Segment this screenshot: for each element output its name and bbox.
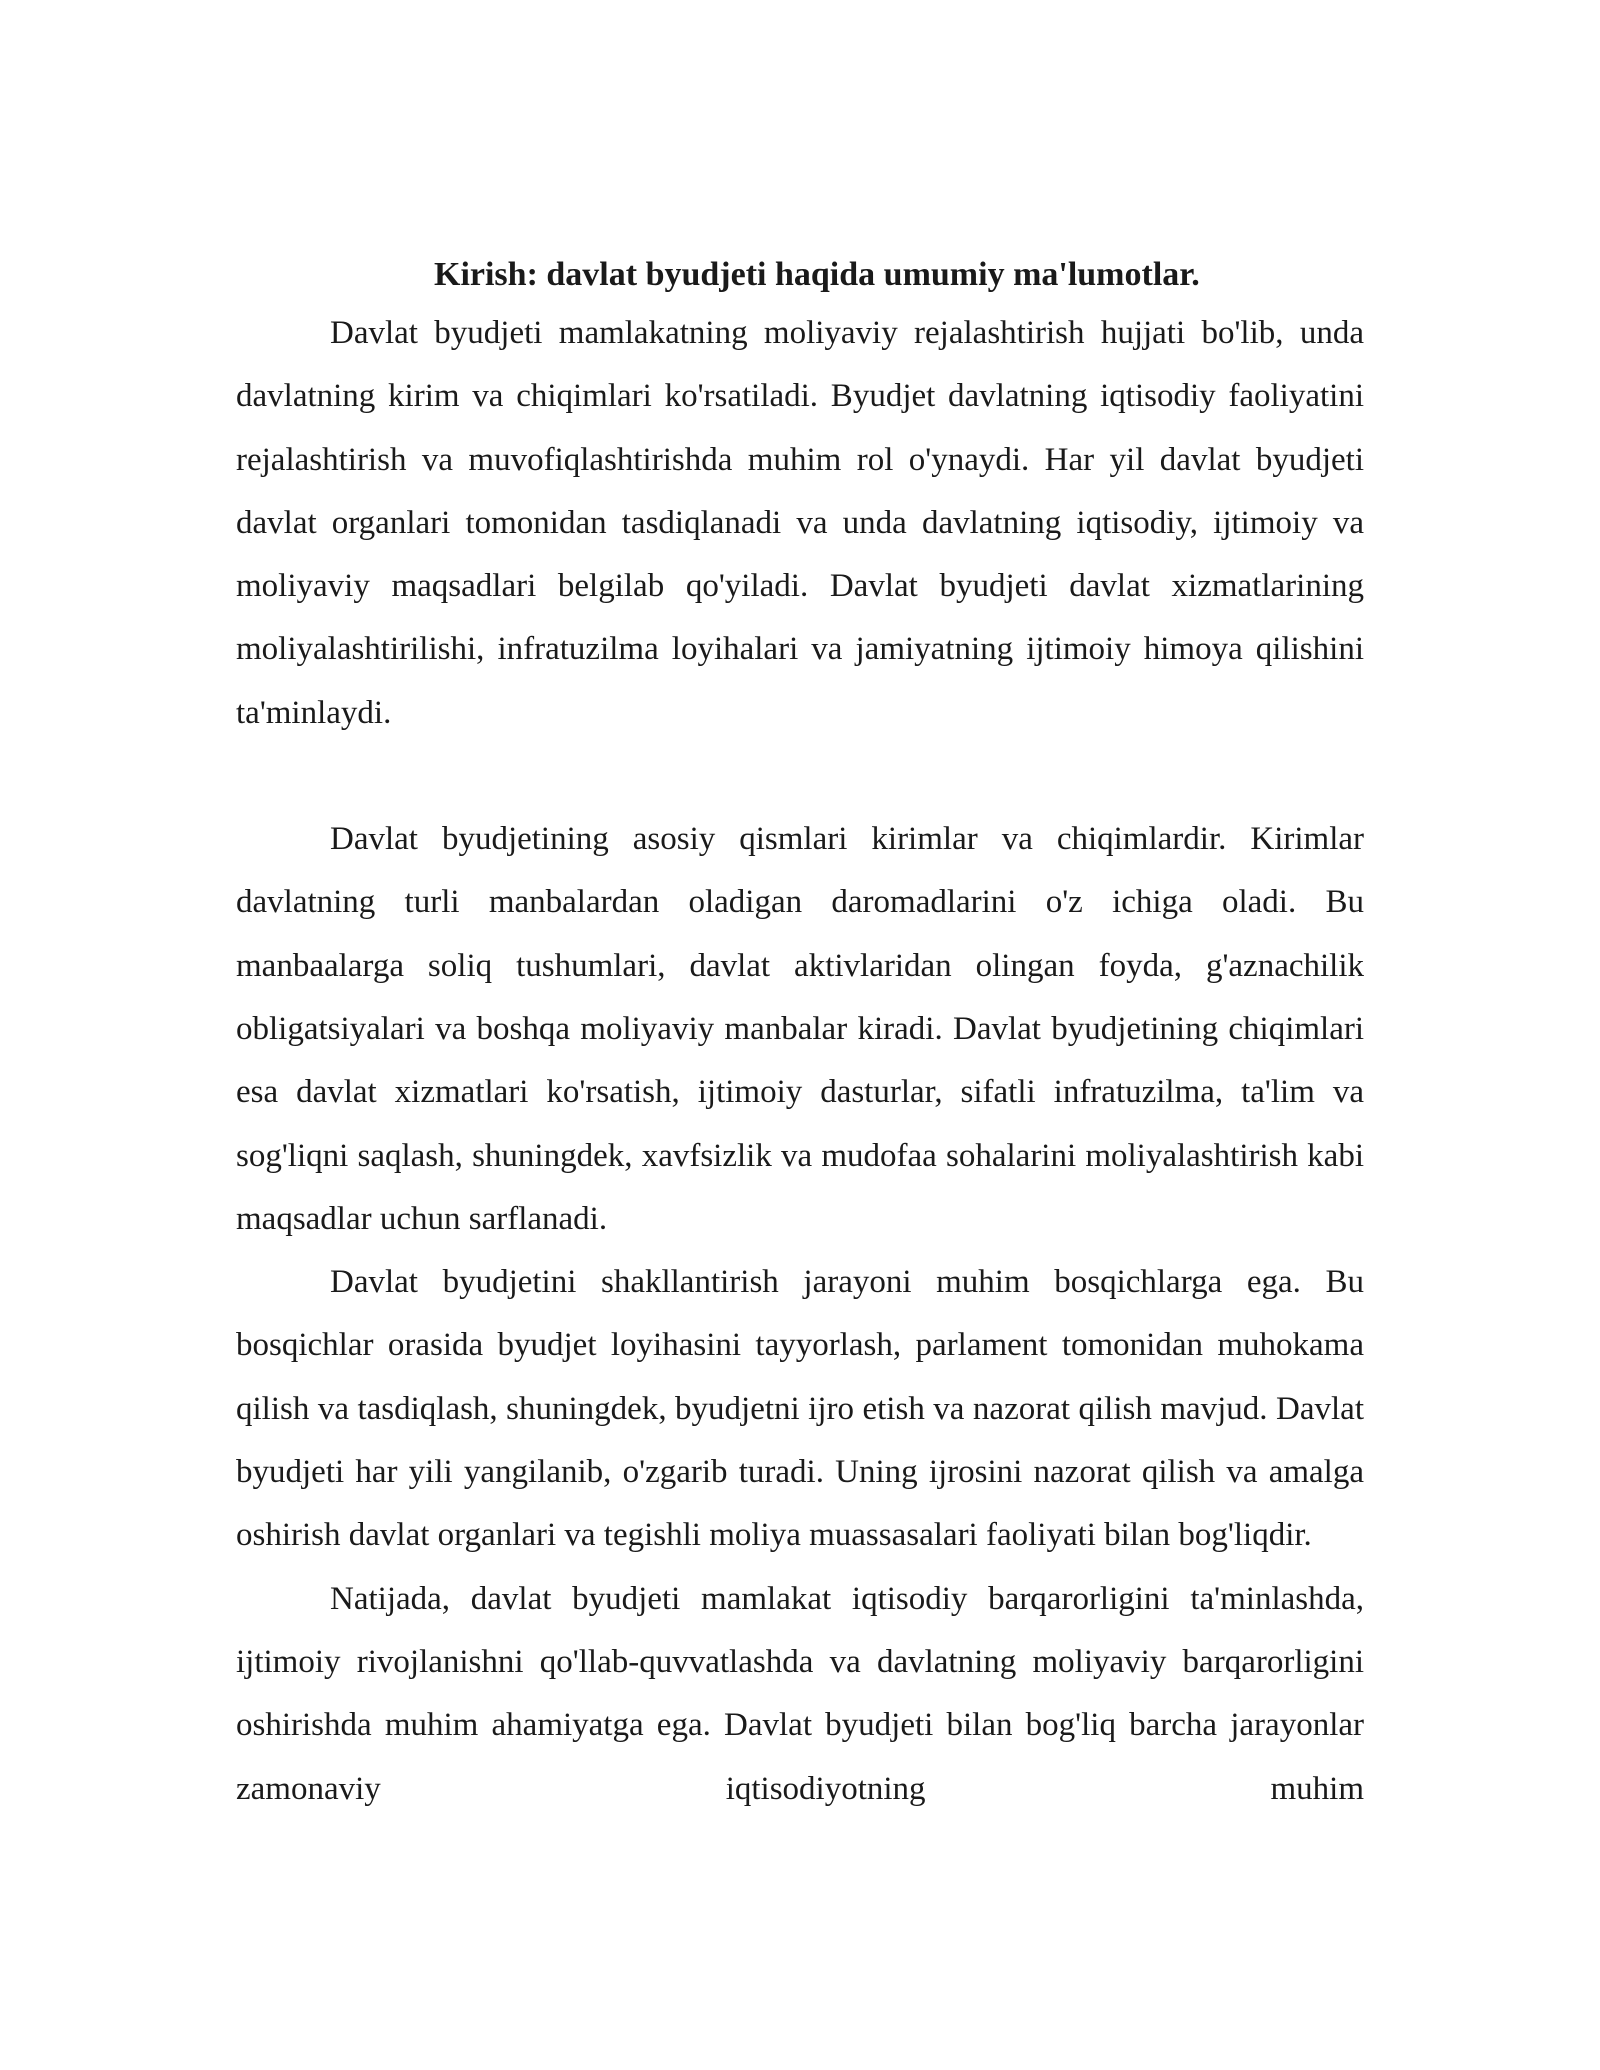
paragraph-conclusion: Natijada, davlat byudjeti mamlakat iqtisodiy barqarorligini ta'minlashda, ijtimoiy rivojlanishni qo'llab-quvvatlashda va davlatning moliyaviy barqarorligini oshirishda muhim ahamiyatga ega. Davlat byudjeti bilan bog'liq barcha jarayonlar zamonaviy iqtisodiyotning muhim: [236, 1580, 1364, 1807]
document-body: [236, 250, 1364, 1821]
paragraph-intro: Davlat byudjeti mamlakatning moliyaviy rejalashtirish hujjati bo'lib, unda davlatning kirim va chiqimlari ko'rsatiladi. Byudjet davlatning iqtisodiy faoliyatini rejalashtirish va muvofiqlashtirishda muhim rol o'ynaydi. Har yil davlat byudjeti davlat organlari tomonidan tasdiqlanadi va unda davlatning iqtisodiy, ijtimoiy va moliyaviy maqsadlari belgilab qo'yiladi. Davlat byudjeti davlat xizmatlarining moliyalashtirilishi, infratuzilma loyihalari va jamiyatning ijtimoiy himoya qilishini ta'minlaydi.: [236, 315, 1364, 731]
paragraph-budget-process: Davlat byudjetini shakllantirish jarayoni muhim bosqichlarga ega. Bu bosqichlar orasida byudjet loyihasini tayyorlash, parlament tomonidan muhokama qilish va tasdiqlash, shuningdek, byudjetni ijro etish va nazorat qilish mavjud. Davlat byudjeti har yili yangilanib, o'zgarib turadi. Uning ijrosini nazorat qilish va amalga oshirish davlat organlari va tegishli moliya muassasalari faoliyati bilan bog'liqdir.: [236, 1264, 1364, 1554]
paragraph-budget-parts: Davlat byudjetining asosiy qismlari kirimlar va chiqimlardir. Kirimlar davlatning turli manbalardan oladigan daromadlarini o'z ichiga oladi. Bu manbaalarga soliq tushumlari, davlat aktivlaridan olingan foyda, g'aznachilik obligatsiyalari va boshqa moliyaviy manbalar kiradi. Davlat byudjetining chiqimlari esa davlat xizmatlari ko'rsatish, ijtimoiy dasturlar, sifatli infratuzilma, ta'lim va sog'liqni saqlash, shuningdek, xavfsizlik va mudofaa sohalarini moliyalashtirish kabi maqsadlar uchun sarflanadi.: [236, 821, 1364, 1237]
document-title: Kirish: davlat byudjeti haqida umumiy ma'lumotlar.: [434, 256, 1200, 293]
